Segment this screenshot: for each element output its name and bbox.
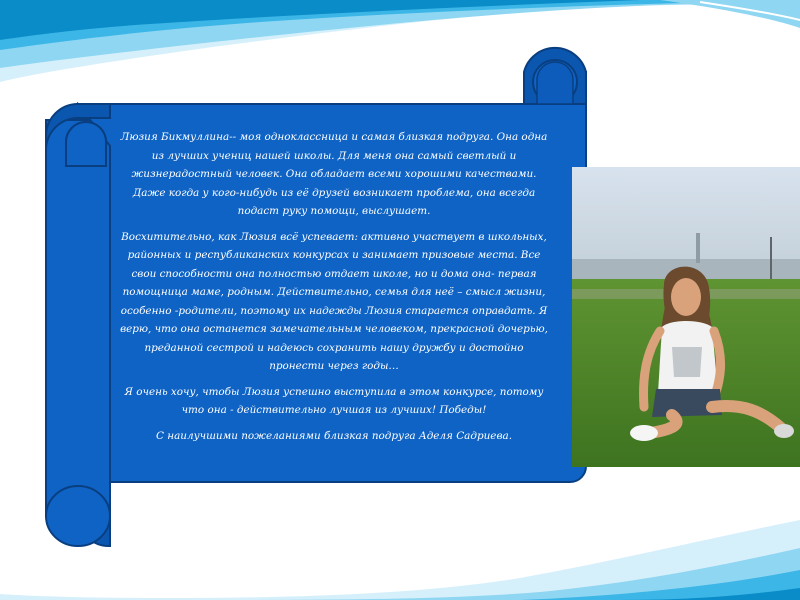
scroll-top-right-roll-inner <box>537 62 573 104</box>
photo-girl-shoe-left <box>630 425 658 441</box>
letter-paragraph-3: Я очень хочу, чтобы Люзия успешно выступила в этом конкурсе, потому что она - действительно лучшая из лучших! Победы! <box>124 385 544 416</box>
girl-photo <box>572 167 800 467</box>
photo-girl-shirt-print <box>672 347 702 377</box>
letter-paragraph-4: С наилучшими пожеланиями близкая подруга Аделя Садриева. <box>155 429 512 442</box>
girl-sitting-on-grass-photo <box>572 167 800 467</box>
photo-girl-face <box>671 278 701 316</box>
scroll-bottom-curl <box>46 486 110 546</box>
scroll-top-left-curl-inner <box>66 122 106 166</box>
photo-tower <box>696 233 700 263</box>
letter-text <box>118 128 550 458</box>
scroll-left-roll-body <box>46 120 110 516</box>
photo-girl-shoe-right <box>774 424 794 438</box>
letter-paragraph-1: Люзия Бикмуллина-- моя одноклассница и самая близкая подруга. Она одна из лучших учениц нашей школы. Для меня она самый светлый и жизнерадостный человек. Она обладает всеми хорошими качествами. Даже когда у кого-нибудь из её друзей возникает проблема, она всегда подаст руку помощи, выслушает. <box>120 131 548 217</box>
letter-paragraph-2: Восхитительно, как Люзия всё успевает: активно участвует в школьных, районных и республиканских конкурсах и занимает призовые места. Все свои способности она полностью отдает школе, но и дома она- первая помощница маме, родным. Действительно, семья для неё – смысл жизни, особенно -родители, поэтому их надежды Люзия старается оправдать. Я верю, что она останется замечательным человеком, прекрасной дочерью, преданной сестрой и надеюсь сохранить нашу дружбу и достойно пронести через годы… <box>120 230 548 372</box>
